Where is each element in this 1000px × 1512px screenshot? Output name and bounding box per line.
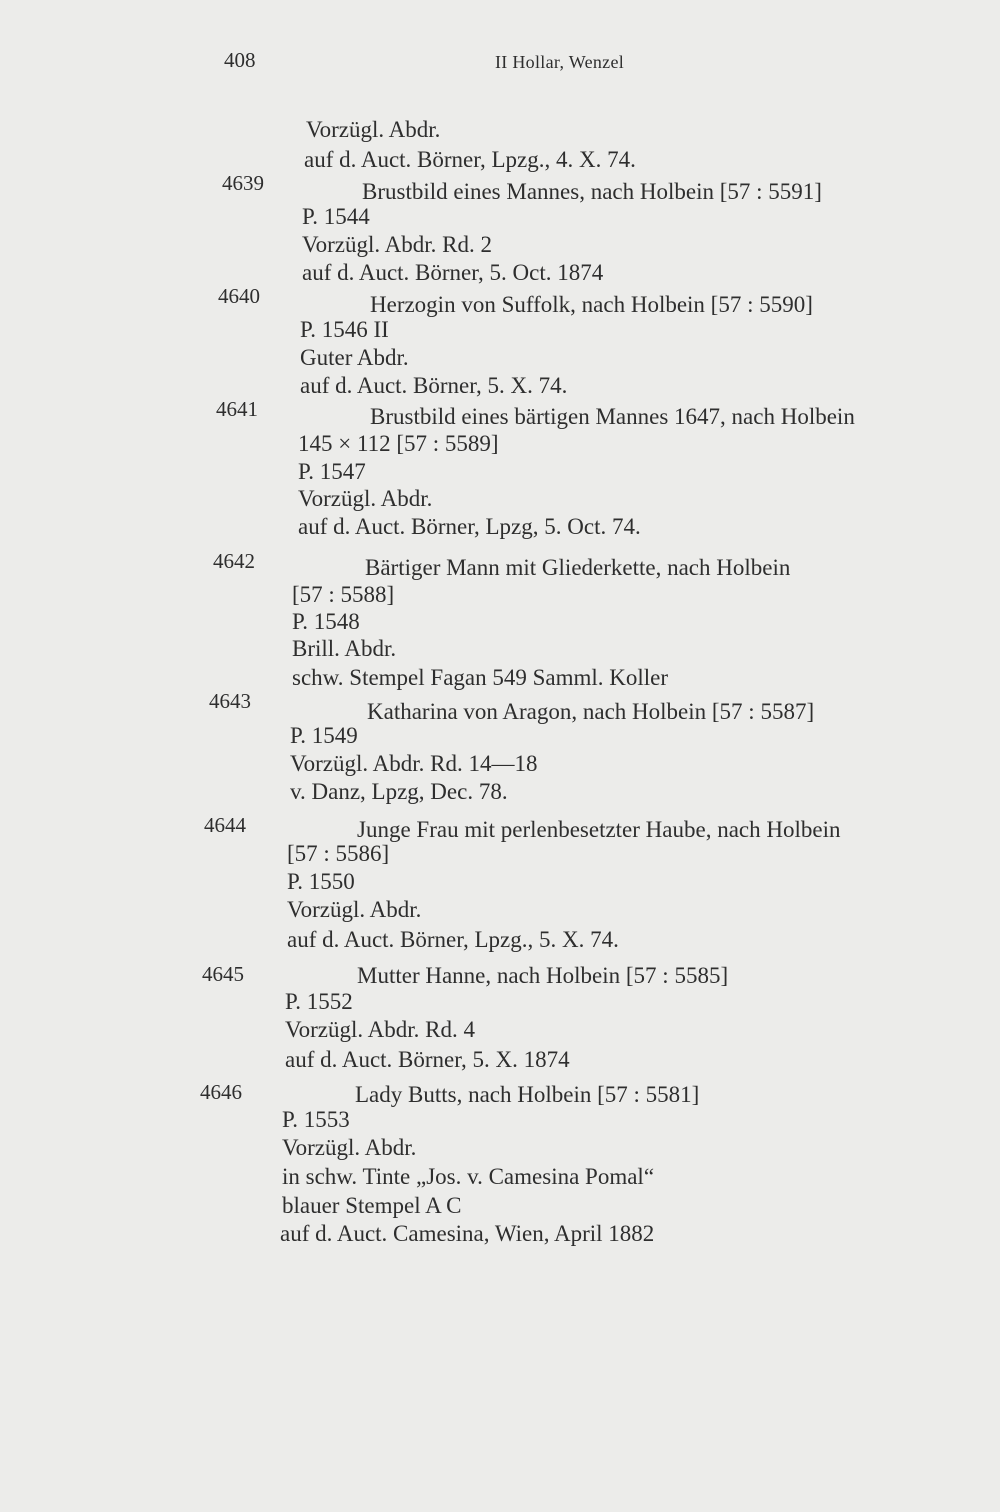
entry-line: auf d. Auct. Börner, Lpzg, 5. Oct. 74. xyxy=(298,514,641,539)
entry-number: 4646 xyxy=(200,1080,242,1104)
entry-title-continued: [57 : 5586] xyxy=(287,841,390,866)
entry-line: in schw. Tinte „Jos. v. Camesina Pomal“ xyxy=(282,1164,655,1189)
entry-line: blauer Stempel A C xyxy=(282,1193,462,1218)
entry-line: auf d. Auct. Börner, 5. Oct. 1874 xyxy=(302,260,604,285)
preamble-line: Vorzügl. Abdr. xyxy=(306,117,441,142)
entry-line: P. 1552 xyxy=(285,989,353,1014)
entry-number: 4642 xyxy=(213,549,255,573)
entry-line: Guter Abdr. xyxy=(300,345,409,370)
entry-number: 4643 xyxy=(209,689,251,713)
entry-line: P. 1547 xyxy=(298,459,366,484)
entry-title: Junge Frau mit perlenbesetzter Haube, nach Holbein xyxy=(357,817,841,842)
entry-line: Brill. Abdr. xyxy=(292,636,397,661)
entry-line: P. 1553 xyxy=(282,1107,350,1132)
entry-line: auf d. Auct. Börner, 5. X. 74. xyxy=(300,373,568,398)
entry-line: P. 1549 xyxy=(290,723,358,748)
entry-number: 4644 xyxy=(204,813,246,837)
entry-number: 4641 xyxy=(216,397,258,421)
entry-title: Herzogin von Suffolk, nach Holbein [57 : 5590] xyxy=(370,292,813,317)
entry-line: Vorzügl. Abdr. xyxy=(287,897,422,922)
entry-title: Mutter Hanne, nach Holbein [57 : 5585] xyxy=(357,963,729,988)
entry-line: P. 1544 xyxy=(302,204,370,229)
entry-title-continued: 145 × 112 [57 : 5589] xyxy=(298,431,499,456)
entry-line: Vorzügl. Abdr. xyxy=(282,1135,417,1160)
entry-line: Vorzügl. Abdr. xyxy=(298,486,433,511)
page-number: 408 xyxy=(224,48,256,72)
entry-line: P. 1546 II xyxy=(300,317,389,342)
entry-line: P. 1550 xyxy=(287,869,355,894)
entry-title-continued: [57 : 5588] xyxy=(292,582,395,607)
entry-line: schw. Stempel Fagan 549 Samml. Koller xyxy=(292,665,669,690)
entry-title: Brustbild eines bärtigen Mannes 1647, nach Holbein xyxy=(370,404,855,429)
entry-number: 4640 xyxy=(218,284,260,308)
entry-number: 4639 xyxy=(222,171,264,195)
entry-line: auf d. Auct. Börner, Lpzg., 5. X. 74. xyxy=(287,927,619,952)
entry-title: Lady Butts, nach Holbein [57 : 5581] xyxy=(355,1082,700,1107)
entry-number: 4645 xyxy=(202,962,244,986)
entry-line: v. Danz, Lpzg, Dec. 78. xyxy=(290,779,508,804)
preamble-line: auf d. Auct. Börner, Lpzg., 4. X. 74. xyxy=(304,147,636,172)
entry-line: auf d. Auct. Börner, 5. X. 1874 xyxy=(285,1047,570,1072)
entry-title: Brustbild eines Mannes, nach Holbein [57 : 5591] xyxy=(362,179,822,204)
entry-line: Vorzügl. Abdr. Rd. 2 xyxy=(302,232,492,257)
entry-line: Vorzügl. Abdr. Rd. 14—18 xyxy=(290,751,538,776)
entry-line: P. 1548 xyxy=(292,609,360,634)
entry-line: auf d. Auct. Camesina, Wien, April 1882 xyxy=(280,1221,655,1246)
running-title: II Hollar, Wenzel xyxy=(495,52,625,72)
entry-title: Katharina von Aragon, nach Holbein [57 : 5587] xyxy=(367,699,815,724)
entry-title: Bärtiger Mann mit Gliederkette, nach Holbein xyxy=(365,555,791,580)
entry-line: Vorzügl. Abdr. Rd. 4 xyxy=(285,1017,475,1042)
